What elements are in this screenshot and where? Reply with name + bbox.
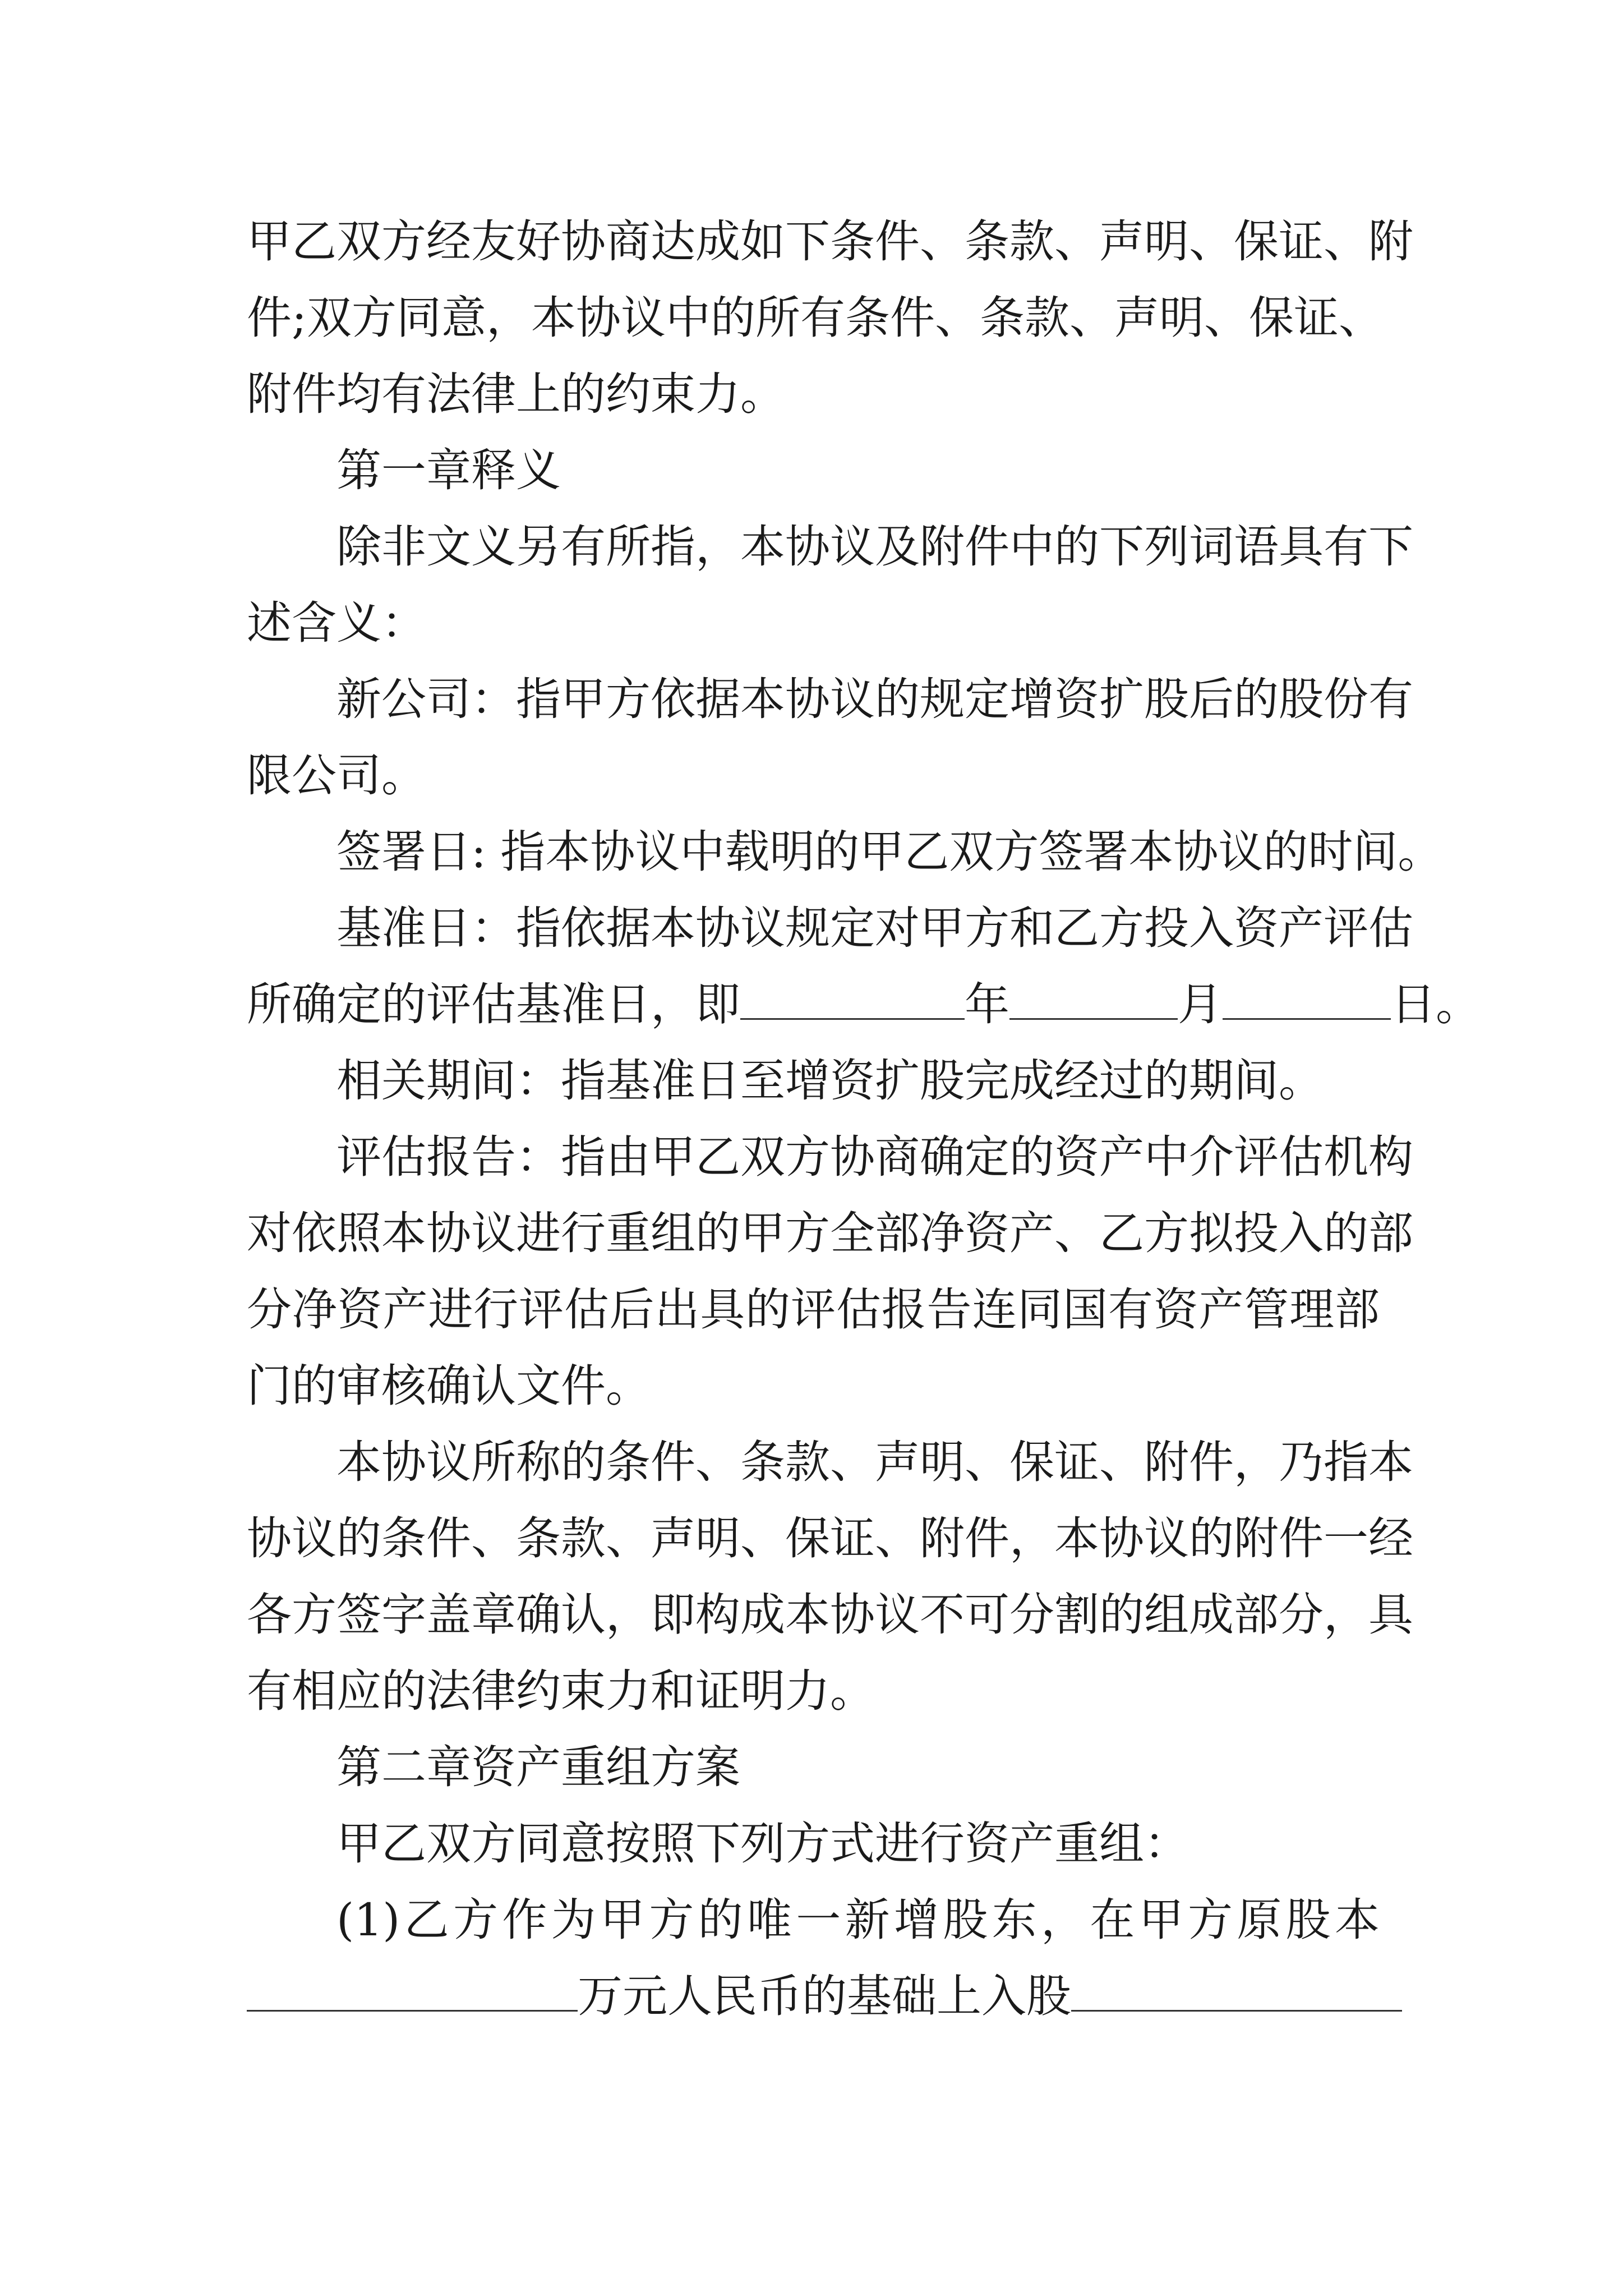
chapter-heading-2: 第二章资产重组方案 bbox=[336, 1741, 740, 1793]
paragraph-line: 除非文义另有所指，本协议及附件中的下列词语具有下 bbox=[336, 521, 1413, 573]
month-label: 月 bbox=[1178, 978, 1223, 1030]
definition-evaluation-report: 评估报告：指由甲乙双方协商确定的资产中介评估机构 bbox=[336, 1131, 1413, 1183]
paragraph-line: 本协议所称的条件、条款、声明、保证、附件，乃指本 bbox=[336, 1436, 1413, 1488]
capital-text: 万元人民币的基础上入股 bbox=[578, 1970, 1071, 2022]
definition-signing-date: 签署日: 指本协议中载明的甲乙双方签署本协议的时间。 bbox=[336, 826, 1443, 878]
paragraph-line: 各方签字盖章确认，即构成本协议不可分割的组成部分，具 bbox=[247, 1589, 1413, 1641]
clause-1-line: (1)乙方作为甲方的唯一新增股东，在甲方原股本 bbox=[336, 1894, 1380, 1946]
paragraph-line: 甲乙双方同意按照下列方式进行资产重组： bbox=[336, 1818, 1189, 1870]
paragraph-line: 述含义： bbox=[247, 597, 426, 649]
day-label: 日。 bbox=[1391, 978, 1481, 1030]
paragraph-line: 件;双方同意，本协议中的所有条件、条款、声明、保证、 bbox=[247, 292, 1384, 344]
base-date-line bbox=[247, 972, 1481, 1038]
share-blank bbox=[1071, 1965, 1402, 2012]
base-date-text: 所确定的评估基准日，即 bbox=[247, 978, 740, 1030]
capital-line bbox=[247, 1963, 1402, 2030]
paragraph-line: 对依照本协议进行重组的甲方全部净资产、乙方拟投入的部 bbox=[247, 1207, 1413, 1259]
definition-related-period: 相关期间：指基准日至增资扩股完成经过的期间。 bbox=[336, 1055, 1324, 1107]
chapter-heading-1: 第一章释义 bbox=[336, 444, 561, 496]
capital-blank bbox=[247, 1965, 578, 2012]
paragraph-line: 附件均有法律上的约束力。 bbox=[247, 368, 785, 420]
paragraph-line: 协议的条件、条款、声明、保证、附件，本协议的附件一经 bbox=[247, 1512, 1413, 1565]
paragraph-line: 门的审核确认文件。 bbox=[247, 1360, 651, 1412]
definition-base-date: 基准日：指依据本协议规定对甲方和乙方投入资产评估 bbox=[336, 902, 1413, 954]
month-blank bbox=[1009, 973, 1178, 1020]
paragraph-line: 有相应的法律约束力和证明力。 bbox=[247, 1665, 875, 1717]
day-blank bbox=[1223, 973, 1391, 1020]
definition-new-company: 新公司：指甲方依据本协议的规定增资扩股后的股份有 bbox=[336, 673, 1413, 725]
paragraph-line: 分净资产进行评估后出具的评估报告连同国有资产管理部 bbox=[247, 1283, 1380, 1336]
year-blank bbox=[740, 973, 965, 1020]
paragraph-line: 甲乙双方经友好协商达成如下条件、条款、声明、保证、附 bbox=[247, 215, 1413, 268]
year-label: 年 bbox=[965, 978, 1009, 1030]
paragraph-line: 限公司。 bbox=[247, 749, 426, 802]
